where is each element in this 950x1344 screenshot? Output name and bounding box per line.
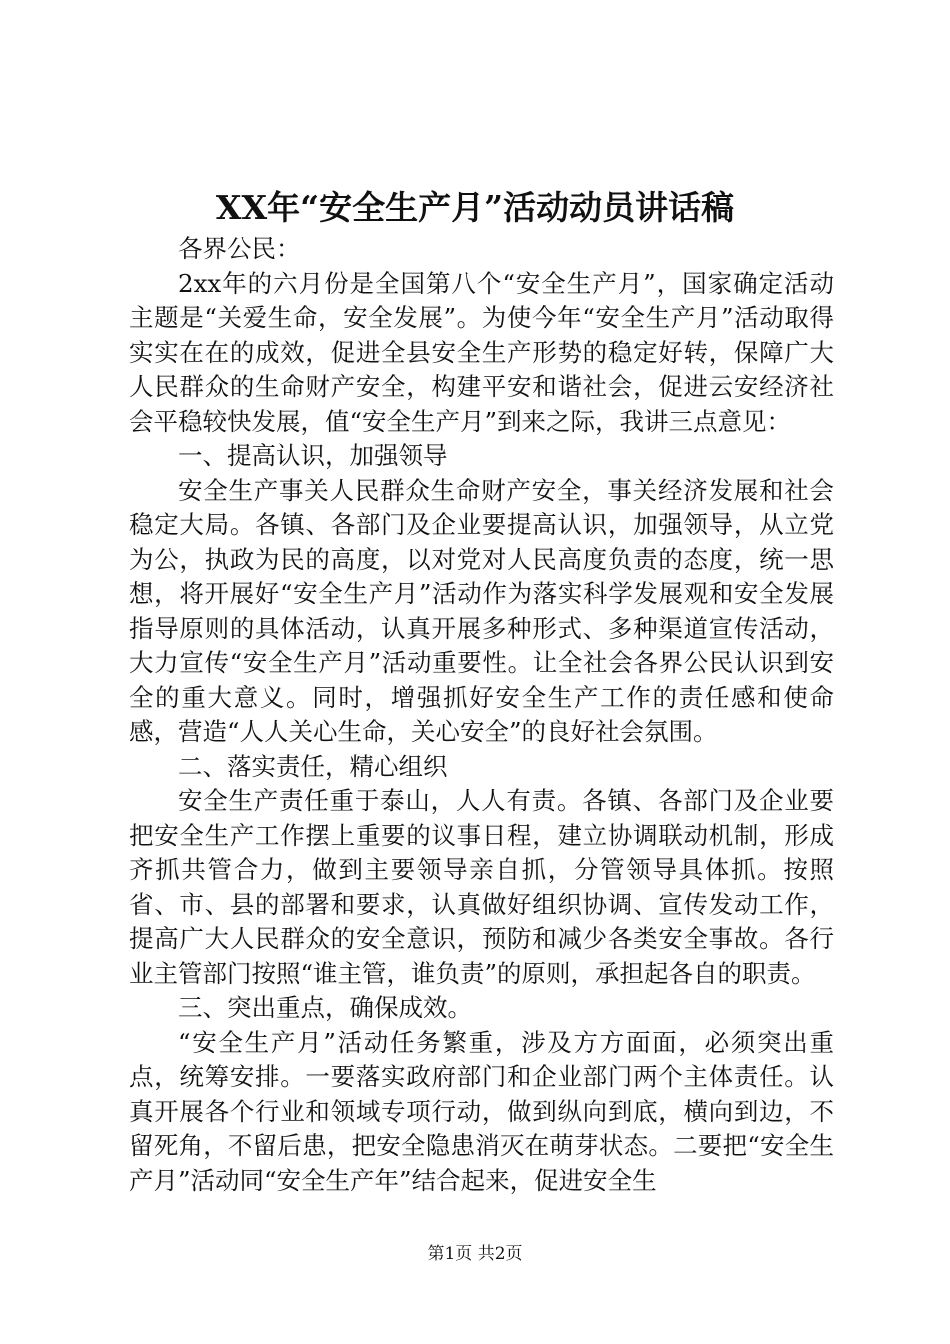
paragraph-section-3: “安全生产月”活动任务繁重，涉及方方面面，必须突出重点，统筹安排。一要落实政府部门和企业部门两个主体责任。认真开展各个行业和领域专项行动，做到纵向到底，横向到边，不留死角，不留后患，把安全隐患消灭在萌芽状态。二要把“安全生产月”活动同“安全生产年”结合起来，促进安全生 <box>129 1027 834 1195</box>
section-heading-3: 三、突出重点，确保成效。 <box>178 993 472 1022</box>
document-body <box>129 232 834 1198</box>
salutation: 各界公民： <box>178 234 301 263</box>
page-number-footer: 第1页 共2页 <box>427 1244 523 1264</box>
document-title: XX年“安全生产月”活动动员讲话稿 <box>215 188 735 227</box>
paragraph-intro: 2xx年的六月份是全国第八个“安全生产月”，国家确定活动主题是“关爱生命，安全发展”。为使今年“安全生产月”活动取得实实在在的成效，促进全县安全生产形势的稳定好转，保障广大人民群众的生命财产安全，构建平安和谐社会，促进云安经济社会平稳较快发展，值“安全生产月”到来之际，我讲三点意见： <box>129 268 834 436</box>
paragraph-section-2: 安全生产责任重于泰山，人人有责。各镇、各部门及企业要把安全生产工作摆上重要的议事日程，建立协调联动机制，形成齐抓共管合力，做到主要领导亲自抓，分管领导具体抓。按照省、市、县的部署和要求，认真做好组织协调、宣传发动工作，提高广大人民群众的安全意识，预防和减少各类安全事故。各行业主管部门按照“谁主管，谁负责”的原则，承担起各自的职责。 <box>129 786 834 988</box>
paragraph-section-1: 安全生产事关人民群众生命财产安全，事关经济发展和社会稳定大局。各镇、各部门及企业要提高认识，加强领导，从立党为公，执政为民的高度，以对党对人民高度负责的态度，统一思想，将开展好“安全生产月”活动作为落实科学发展观和安全发展指导原则的具体活动，认真开展多种形式、多种渠道宣传活动，大力宣传“安全生产月”活动重要性。让全社会各界公民认识到安全的重大意义。同时，增强抓好安全生产工作的责任感和使命感，营造“人人关心生命，关心安全”的良好社会氛围。 <box>129 475 834 746</box>
section-heading-2: 二、落实责任，精心组织 <box>178 751 448 781</box>
section-heading-1: 一、提高认识，加强领导 <box>178 441 448 470</box>
